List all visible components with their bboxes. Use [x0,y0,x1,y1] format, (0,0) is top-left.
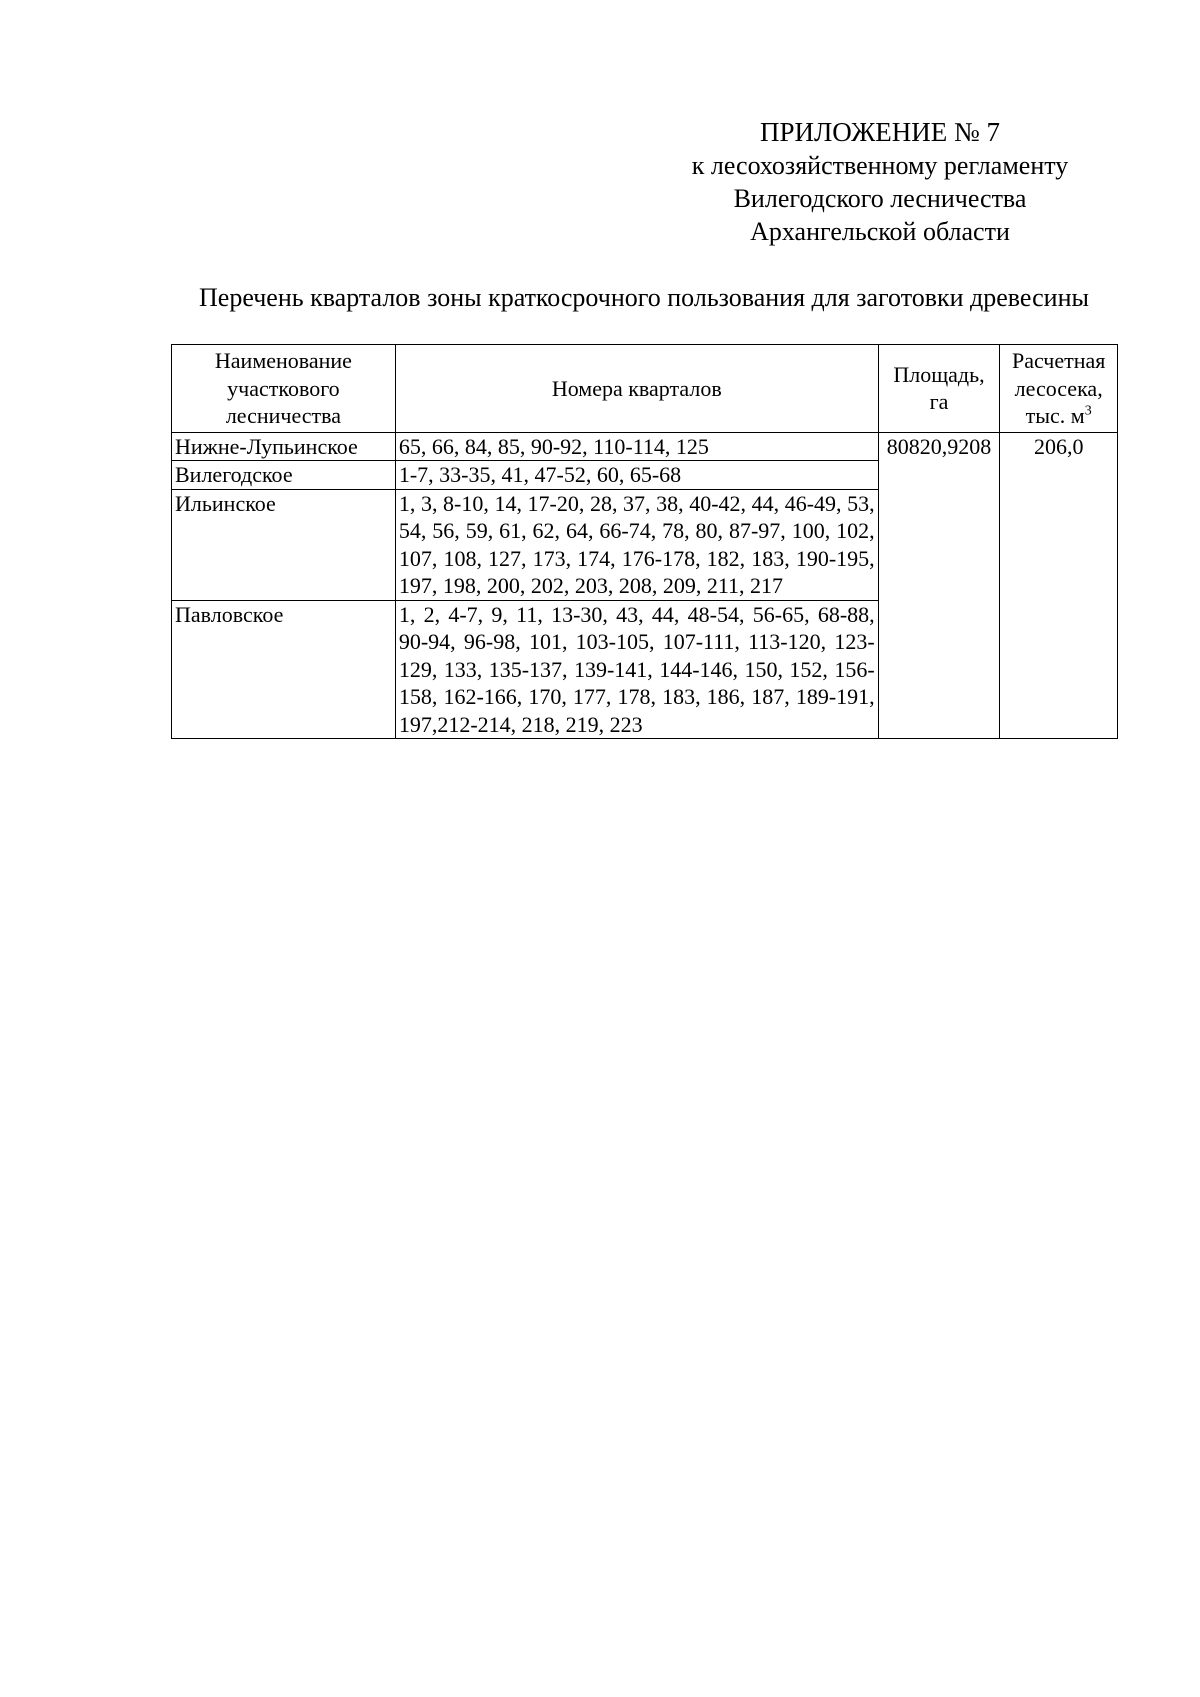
appendix-line-3: Архангельской области [750,217,1010,246]
quarter-numbers-cell: 1, 2, 4-7, 9, 11, 13-30, 43, 44, 48-54, 56-65, 68-88, 90-94, 96-98, 101, 103-105, 107-111, 113-120, 123-129, 133, 135-137, 139-141, 144-146, 150, 152, 156-158, 162-166, 170, 177, 178, 183, 186, 187, 189-191, 197,212-214, 218, 219, 223 [395,600,878,739]
quarter-numbers-cell: 1-7, 33-35, 41, 47-52, 60, 65-68 [395,461,878,490]
header-allowable-cut-text: Расчетная лесосека, тыс. м [1011,348,1106,428]
table-header-row [172,345,1118,433]
header-area: Площадь, га [878,345,1000,433]
forestry-name-cell: Павловское [172,600,396,739]
header-allowable-cut-sup: 3 [1084,403,1092,419]
total-area-cell: 80820,9208 [878,432,1000,739]
document-title: Перечень кварталов зоны краткосрочного пользования для заготовки древесины [199,283,1089,312]
quarters-table [171,344,1118,739]
quarter-numbers-cell: 1, 3, 8-10, 14, 17-20, 28, 37, 38, 40-42, 44, 46-49, 53, 54, 56, 59, 61, 62, 64, 66-74, 78, 80, 87-97, 100, 102, 107, 108, 127, 173, 174, 176-178, 182, 183, 190-195, 197, 198, 200, 202, 203, 208, 209, 211, 217 [395,489,878,600]
header-forestry-name: Наименование участкового лесничества [172,345,396,433]
forestry-name-cell: Нижне-Лупьинское [172,432,396,461]
table-row [172,432,1118,461]
appendix-header [640,116,1120,248]
appendix-line-1: к лесохозяйственному регламенту [691,151,1069,180]
forestry-name-cell: Ильинское [172,489,396,600]
appendix-title: ПРИЛОЖЕНИЕ № 7 [759,117,1001,147]
quarter-numbers-cell: 65, 66, 84, 85, 90-92, 110-114, 125 [395,432,878,461]
forestry-name-cell: Вилегодское [172,461,396,490]
total-cut-cell: 206,0 [1000,432,1118,739]
header-quarter-numbers: Номера кварталов [395,345,878,433]
appendix-line-2: Вилегодского лесничества [733,184,1027,213]
header-allowable-cut [1000,345,1118,433]
